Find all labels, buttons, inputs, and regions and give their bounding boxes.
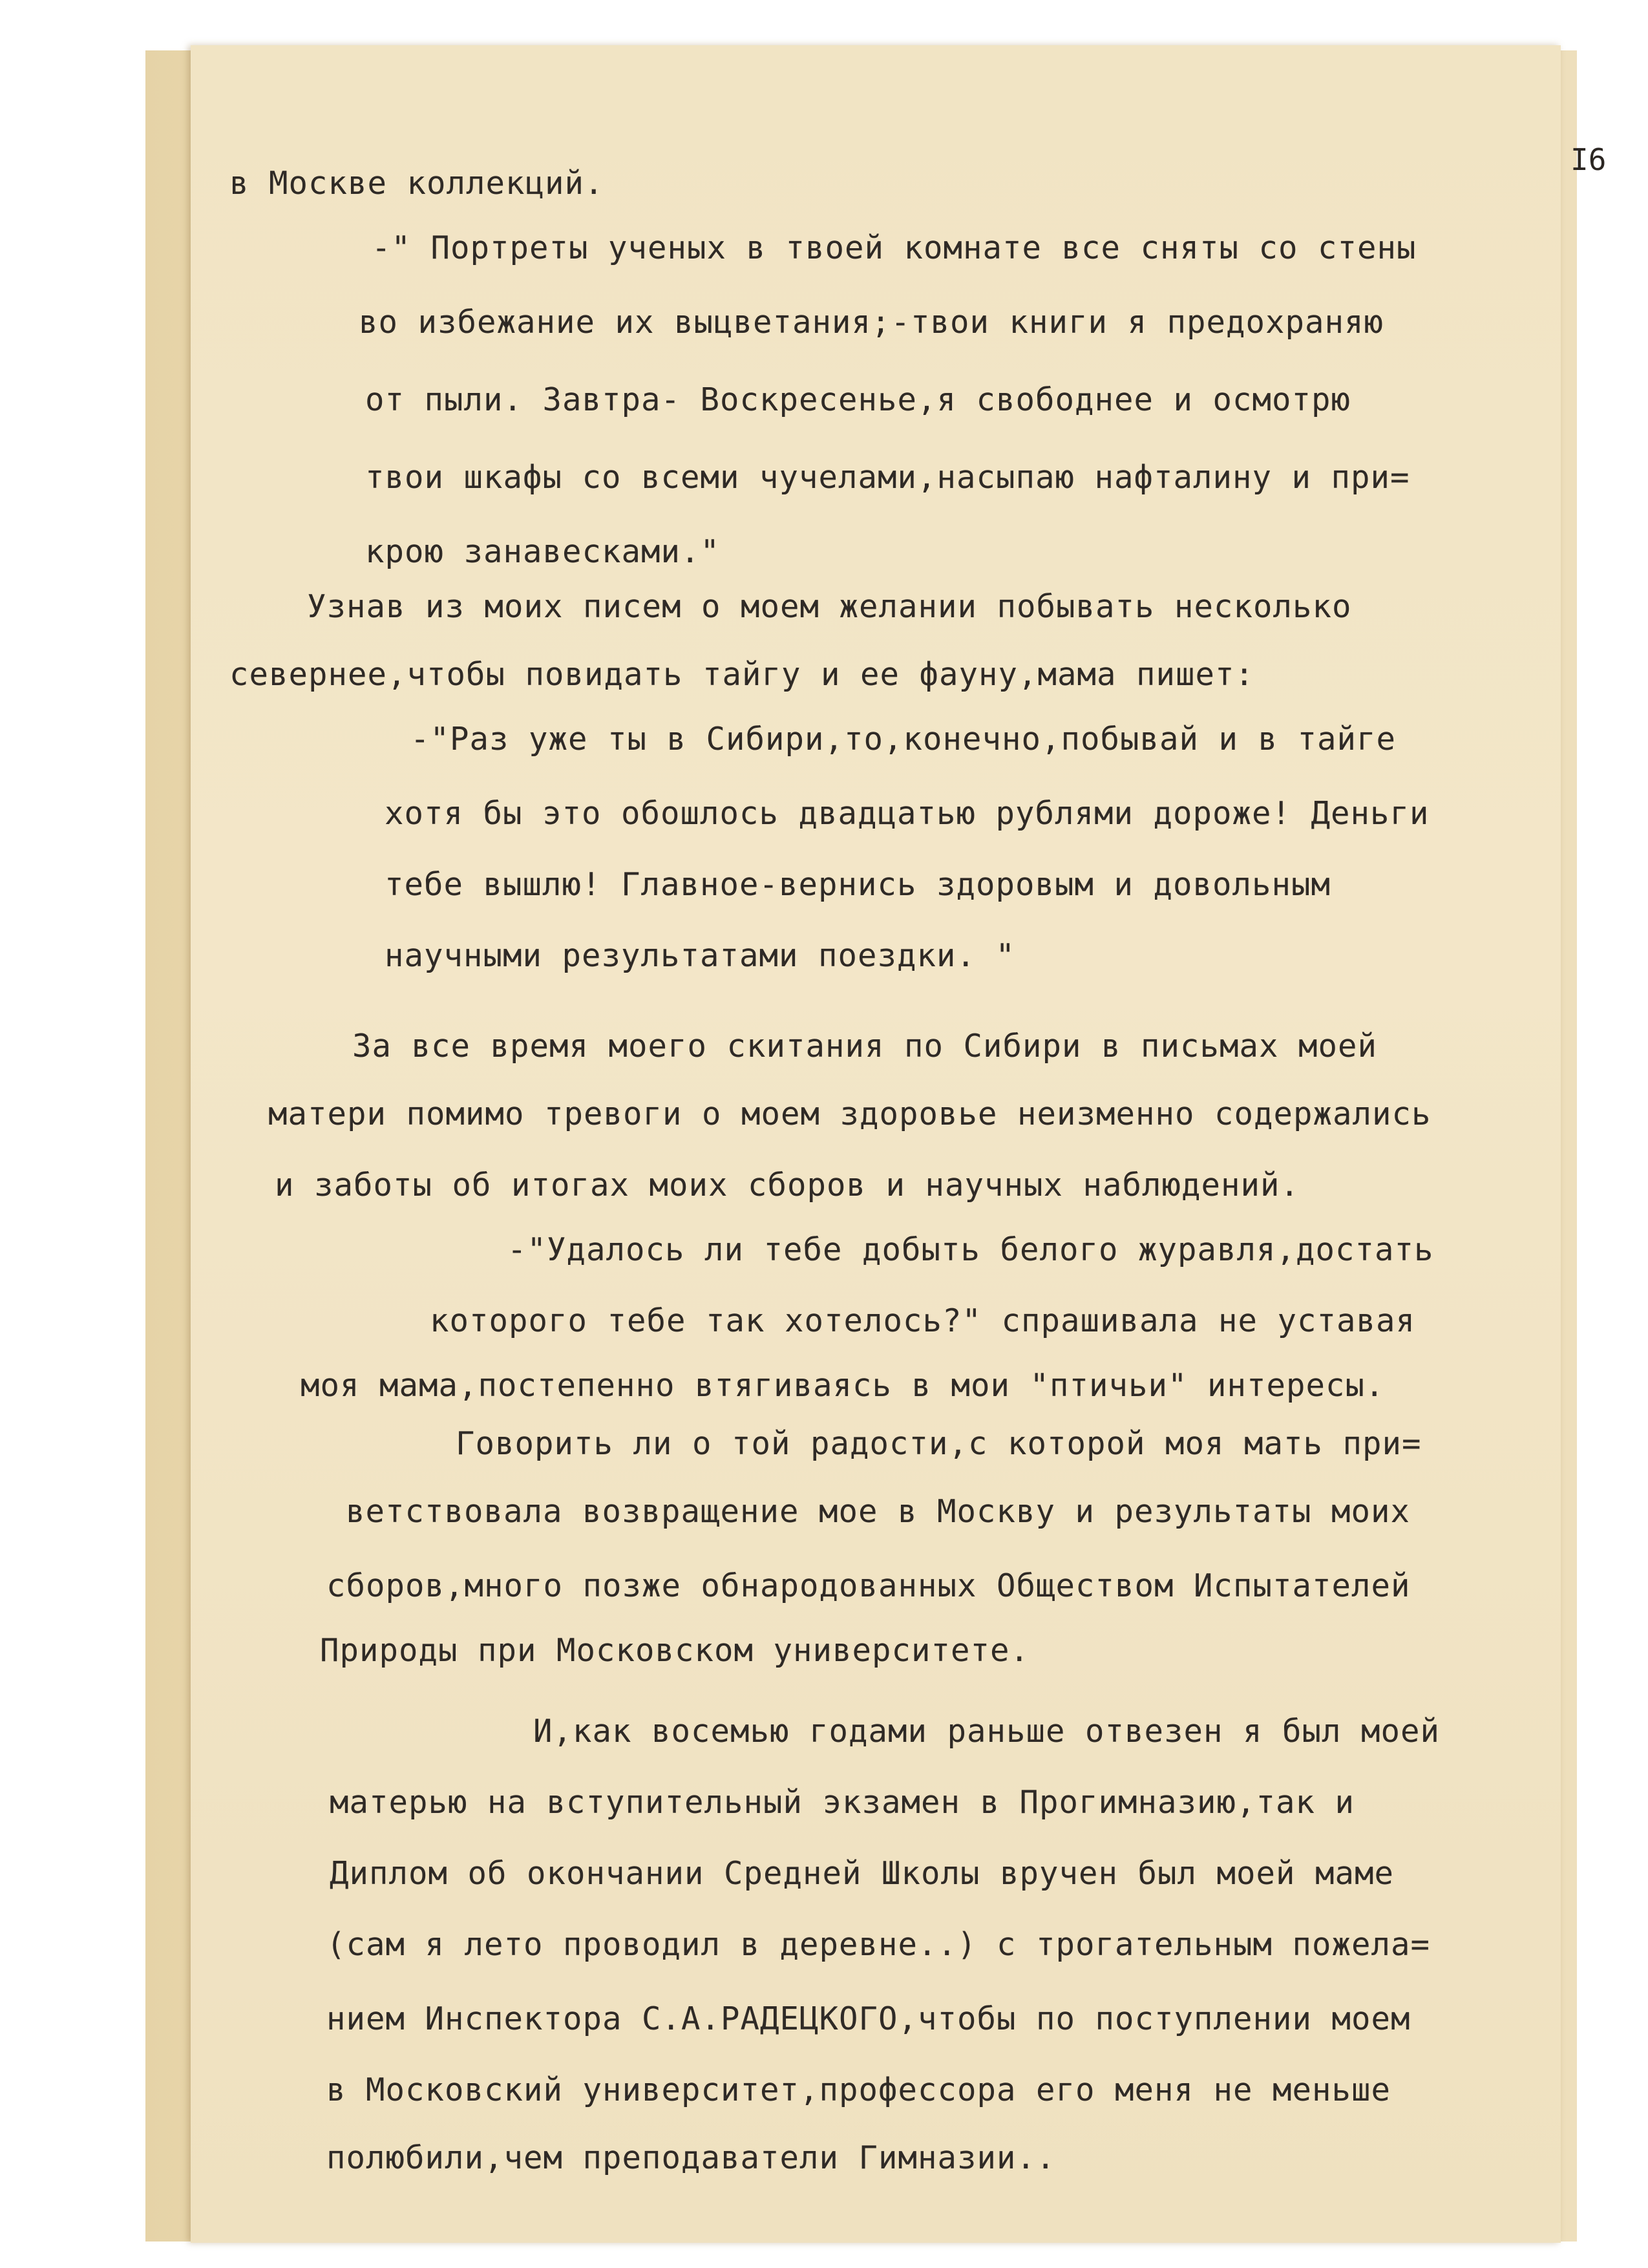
typed-page xyxy=(191,45,1607,2243)
text-line-21: сборов,много позже обнародованных Обществом Испытателей xyxy=(326,1567,1411,1604)
text-line-23: И,как восемью годами раньше отвезен я был моей xyxy=(533,1713,1441,1750)
text-line-20: ветствовала возвращение мое в Москву и результаты моих xyxy=(346,1493,1411,1530)
text-line-25: Диплом об окончании Средней Школы вручен был моей маме xyxy=(330,1855,1395,1892)
text-line-28: в Московский университет,профессора его меня не меньше xyxy=(326,2072,1391,2108)
text-line-18: моя мама,постепенно втягиваясь в мои "птичьи" интересы. xyxy=(301,1367,1385,1404)
text-line-12: научными результатами поездки. " xyxy=(385,937,1016,974)
text-line-29: полюбили,чем преподаватели Гимназии.. xyxy=(326,2139,1056,2176)
text-line-26: (сам я лето проводил в деревне..) с трогательным пожела= xyxy=(326,1926,1431,1963)
text-line-16: -"Удалось ли тебе добыть белого журавля,достать xyxy=(507,1231,1434,1268)
text-line-13: За все время моего скитания по Сибири в письмах моей xyxy=(352,1028,1378,1065)
text-line-11: тебе вышлю! Главное-вернись здоровым и довольным xyxy=(385,866,1331,903)
text-line-2: -" Портреты ученых в твоей комнате все сняты со стены xyxy=(372,229,1417,266)
text-line-1: в Москве коллекций. xyxy=(229,165,604,202)
text-line-24: матерью на вступительный экзамен в Прогимназию,так и xyxy=(330,1784,1355,1821)
text-line-14: матери помимо тревоги о моем здоровье неизменно содержались xyxy=(268,1096,1431,1132)
text-line-10: хотя бы это обошлось двадцатью рублями дороже! Деньги xyxy=(385,795,1430,832)
text-line-6: крою занавесками." xyxy=(365,533,721,570)
text-line-15: и заботы об итогах моих сборов и научных наблюдений. xyxy=(275,1167,1300,1203)
text-line-19: Говорить ли о той радости,с которой моя мать при= xyxy=(456,1425,1422,1462)
page-number: I6 xyxy=(1570,142,1607,177)
text-line-27: нием Инспектора С.А.РАДЕЦКОГО,чтобы по поступлении моем xyxy=(326,2000,1411,2037)
text-line-4: от пыли. Завтра- Воскресенье,я свободнее и осмотрю xyxy=(365,381,1351,418)
text-line-7: Узнав из моих писем о моем желании побывать несколько xyxy=(307,588,1352,625)
text-line-3: во избежание их выцветания;-твои книги я предохраняю xyxy=(359,304,1384,341)
text-line-9: -"Раз уже ты в Сибири,то,конечно,побывай и в тайге xyxy=(410,721,1397,758)
text-line-22: Природы при Московском университете. xyxy=(320,1632,1030,1669)
text-line-5: твои шкафы со всеми чучелами,насыпаю нафталину и при= xyxy=(365,459,1410,496)
text-line-17: которого тебе так хотелось?" спрашивала не уставая xyxy=(430,1302,1416,1339)
text-line-8: севернее,чтобы повидать тайгу и ее фауну,мама пишет: xyxy=(229,656,1255,693)
